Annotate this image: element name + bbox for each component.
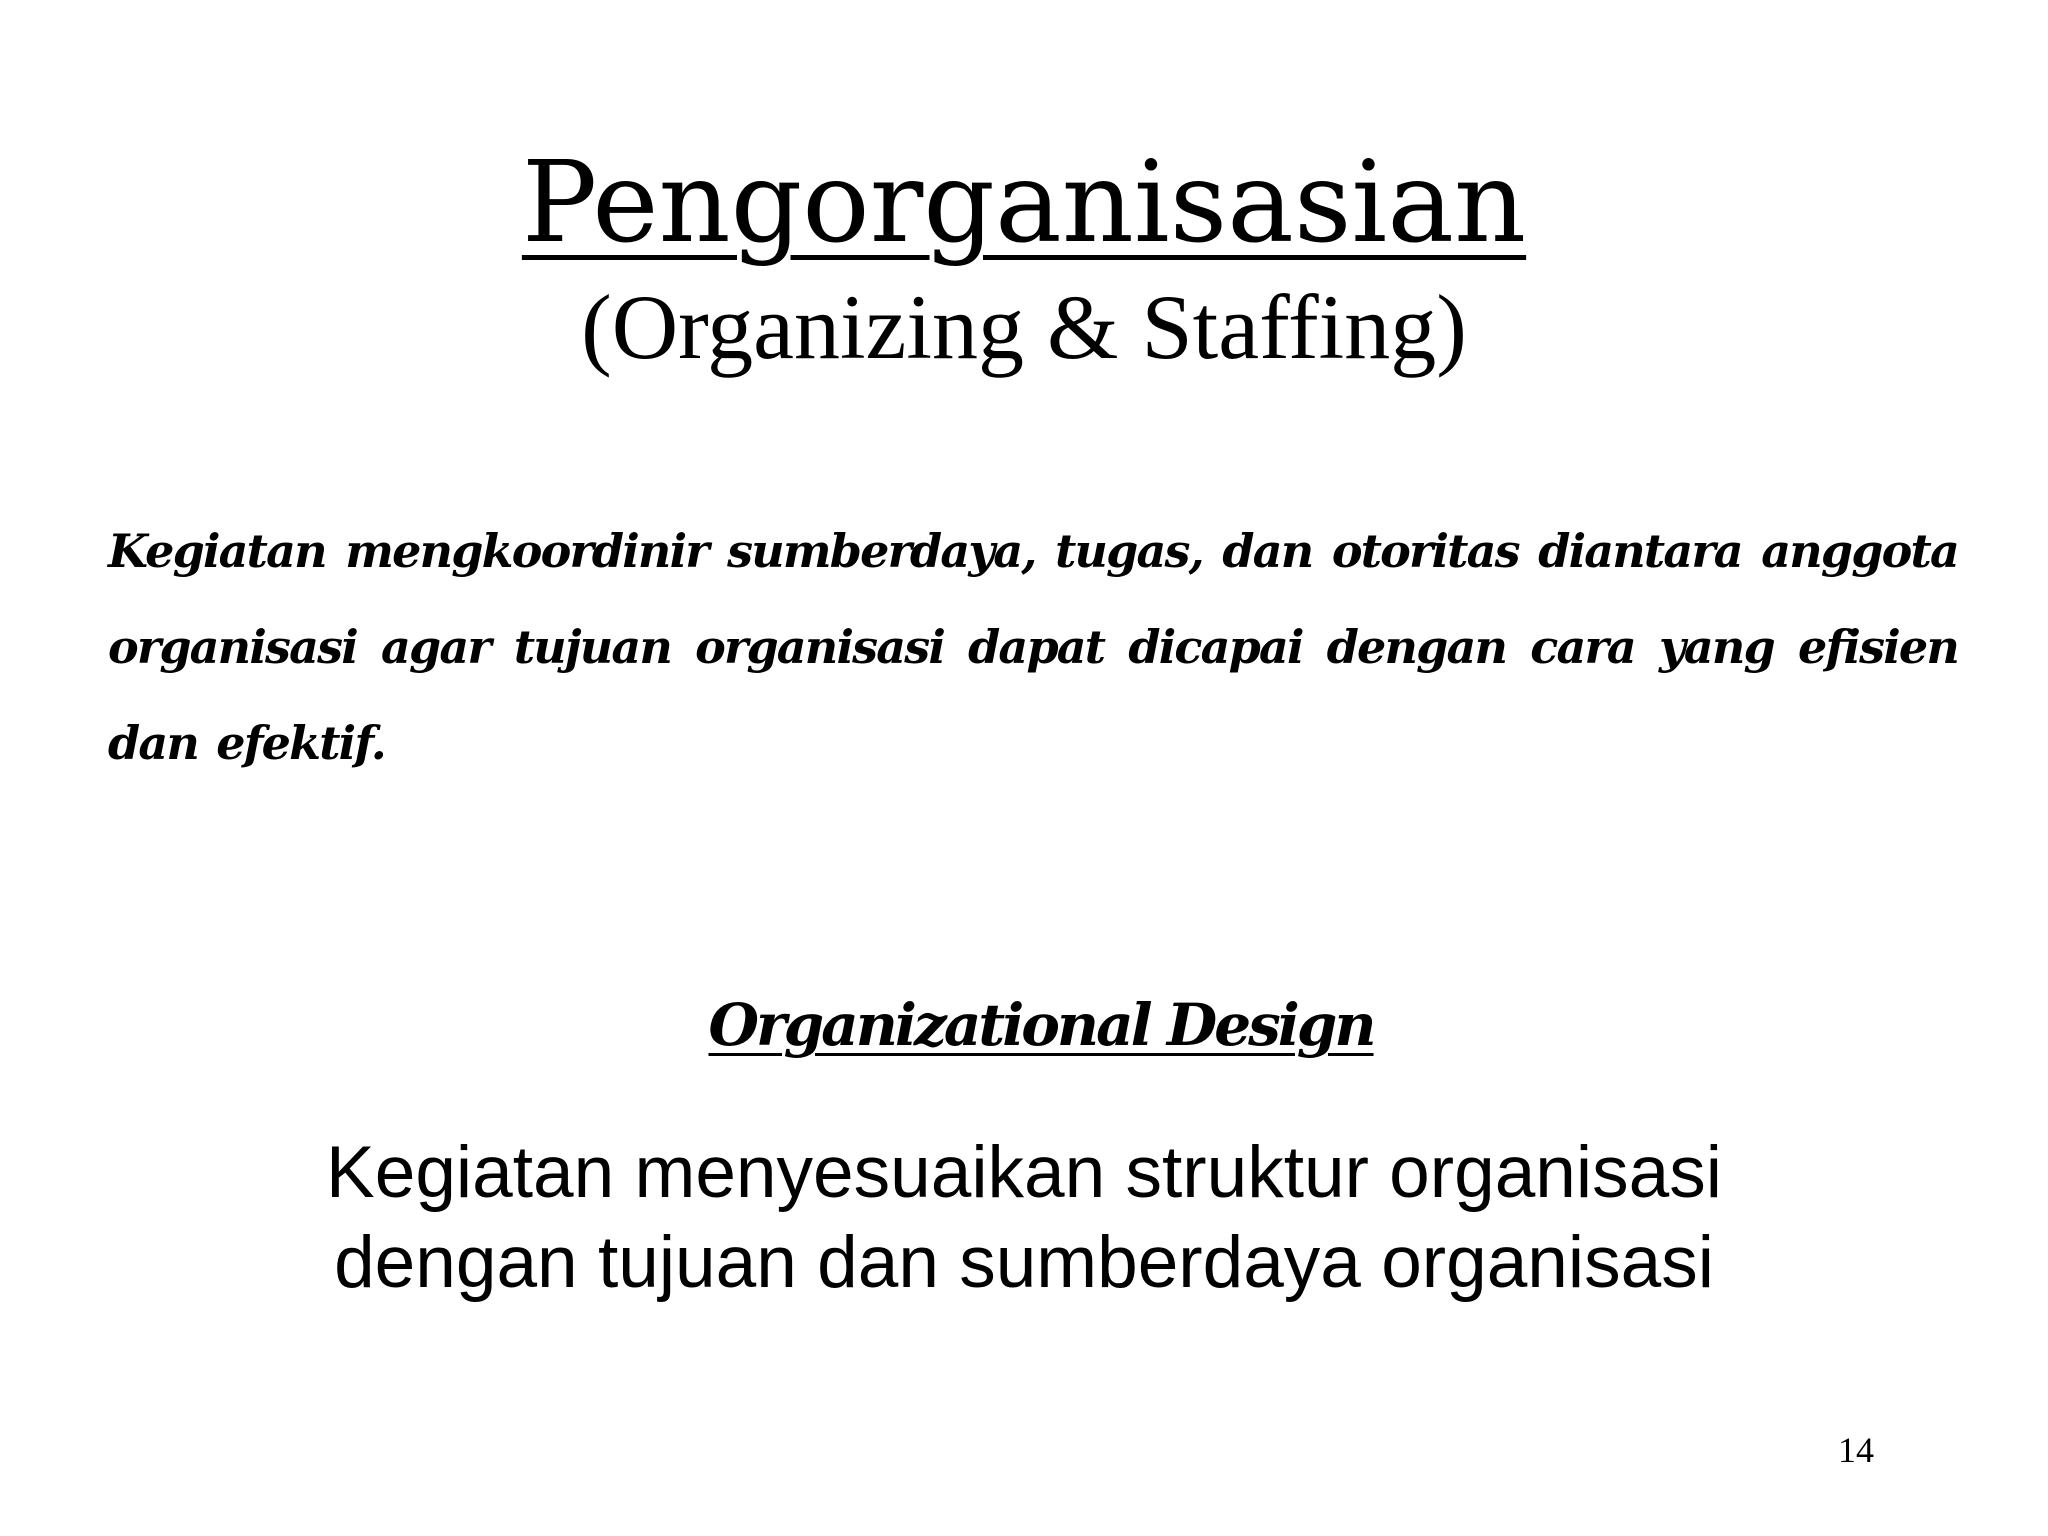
slide-title: Pengorganisasian	[521, 138, 1527, 268]
slide-subtitle: (Organizing & Staffing)	[581, 276, 1467, 378]
definition-text: Kegiatan mengkoordinir sumberdaya, tugas, dan otoritas diantara anggota organisasi agar tujuan organisasi dapat dicapai dengan cara yang efisien dan efektif.	[108, 524, 1958, 770]
section-body-line-1: Kegiatan menyesuaikan struktur organisasi	[326, 1132, 1722, 1213]
section-body-line-2: dengan tujuan dan sumberdaya organisasi	[334, 1222, 1714, 1303]
section-body	[0, 1128, 2048, 1308]
page-number: 14	[1838, 1430, 1874, 1470]
section-heading: Organizational Design	[708, 991, 1374, 1059]
